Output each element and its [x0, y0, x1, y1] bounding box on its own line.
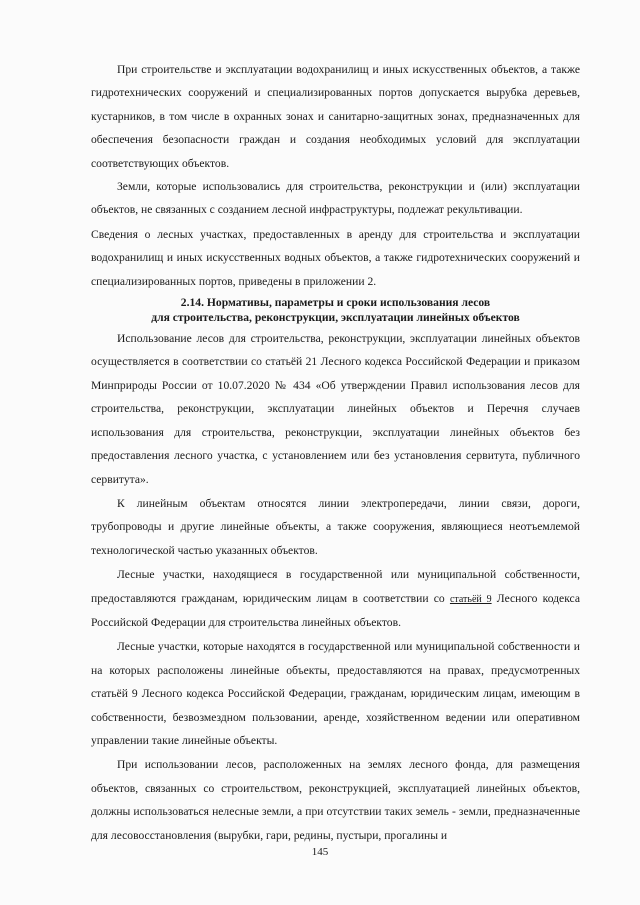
paragraph-plots-with-linear-objects: Лесные участки, которые находятся в государственной или муниципальной собственности и на которых расположены линейные объекты, предоставляются на правах, предусмотренных статьёй 9 Лесного кодекса Российской Федерации, гражданам, юридическим лицам, имеющим в собственности, безвозмездном пользовании, аренде, хозяйственном ведении или оперативном управлении такие линейные объекты.: [91, 640, 580, 747]
paragraph-forest-fund-usage: При использовании лесов, расположенных на землях лесного фонда, для размещения объектов, связанных со строительством, реконструкцией, эксплуатацией линейных объектов, должны использоваться нелесные земли, а при отсутствии таких земель - земли, предназначенные для лесовосстановления (вырубки, гари, редины, пустыри, прогалины и: [91, 758, 580, 842]
paragraph-plots-provision-start: Лесные участки, находящиеся в государственной или муниципальной собственности, предоставляются гражданам, юридическим лицам в соответствии со: [91, 568, 580, 605]
section-heading-line-1: 2.14. Нормативы, параметры и сроки использования лесов: [180, 296, 491, 310]
paragraph-linear-objects-definition: К линейным объектам относятся линии электропередачи, линии связи, дороги, трубопроводы и другие линейные объекты, а также сооружения, являющиеся неотъемлемой технологической частью указанных объектов.: [91, 496, 580, 557]
section-heading-line-2: для строительства, реконструкции, эксплуатации линейных объектов: [151, 310, 520, 324]
paragraph-land-reclamation: Земли, которые использовались для строительства, реконструкции и (или) эксплуатации объектов, не связанных с созданием лесной инфраструктуры, подлежат рекультивации.: [91, 180, 580, 217]
paragraph-lease-info: Сведения о лесных участках, предоставленных в аренду для строительства и эксплуатации водохранилищ и иных искусственных водных объектов, а также гидротехнических сооружений и специализированных портов, приведены в приложении 2.: [91, 227, 580, 288]
paragraph-linear-objects-usage: Использование лесов для строительства, реконструкции, эксплуатации линейных объектов осуществляется в соответствии со статьёй 21 Лесного кодекса Российской Федерации и приказом Минприроды России от 10.07.2020 № 434 «Об утверждении Правил использования лесов для строительства, реконструкции, эксплуатации линейных объектов и Перечня случаев использования для строительства, реконструкции, эксплуатации линейных объектов без предоставления лесного участка, с установлением или без установления сервитута, публичного сервитута».: [91, 332, 580, 486]
article-9-link[interactable]: статьёй 9: [449, 593, 492, 605]
paragraph-plots-provision-end: Лесного кодекса Российской Федерации для строительства линейных объектов.: [91, 591, 580, 629]
document-body: [91, 58, 580, 847]
paragraph-plots-provision: [91, 563, 580, 634]
section-heading: [91, 296, 580, 325]
paragraph-reservoir-construction: При строительстве и эксплуатации водохранилищ и иных искусственных объектов, а также гидротехнических сооружений и специализированных портов допускается вырубка деревьев, кустарников, в том числе в охранных зонах и санитарно-защитных зонах, предназначенных для обеспечения безопасности граждан и создания необходимых условий для эксплуатации соответствующих объектов.: [91, 63, 580, 170]
page-number: 145: [311, 846, 329, 858]
